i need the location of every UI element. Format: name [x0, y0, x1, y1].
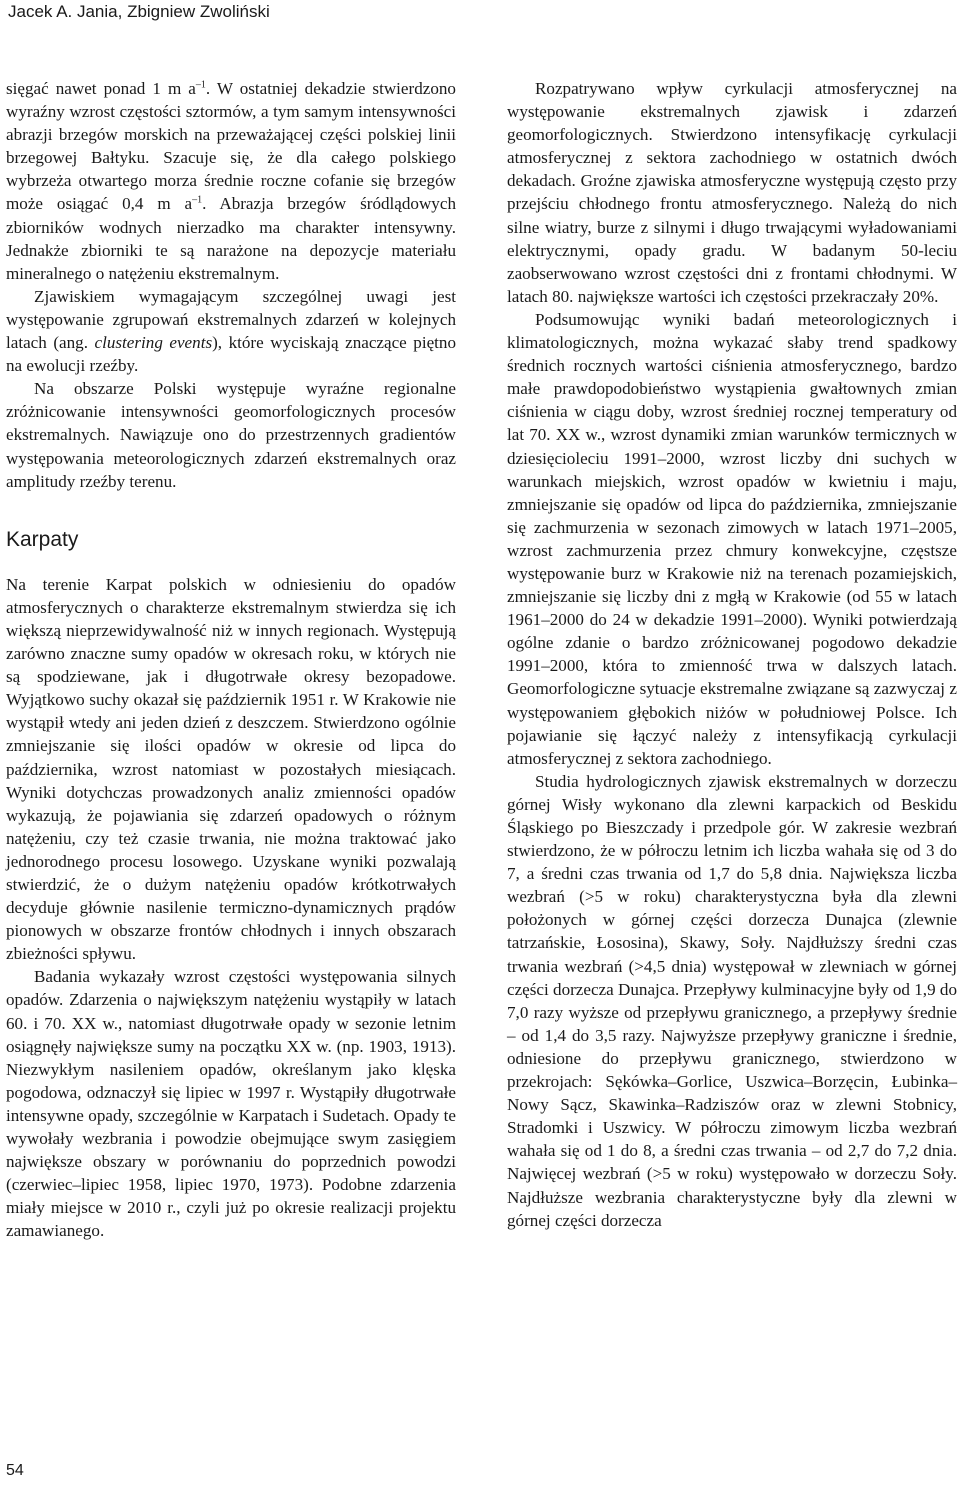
right-column: [507, 77, 957, 1232]
paragraph: Na obszarze Polski występuje wyraźne regionalne zróżnicowanie intensywności geomorfologicznych procesów ekstremalnych. Nawiązuje ono do przestrzennych gradientów występowania meteorologicznych zdarzeń ekstremalnych oraz amplitudy rzeźby terenu.: [6, 379, 456, 491]
paragraph: Na terenie Karpat polskich w odniesieniu do opadów atmosferycznych o charakterze ekstremalnym stwierdza się ich większą nieprzewidywalność niż w innych regionach. Występują zarówno znaczne sumy opadów w okresach roku, w których nie są spodziewane, jak i długotrwałe okresy bezopadowe. Wyjątkowo suchy okazał się październik 1951 r. W Krakowie nie wystąpił wtedy ani jeden dzień z deszczem. Stwierdzono ogólnie zmniejszanie się ilości opadów w okresie od lipca do października, wzrost natomiast w pozostałych miesiącach. Wyniki dotychczas prowadzonych analiz zmienności opadów wykazują, że pojawiania się zdarzeń opadowych o różnym natężeniu, czy też czasie trwania, nie można traktować jako jednorodnego procesu losowego. Uzyskane wyniki pozwalają stwierdzić, że o dużym natężeniu opadów krótkotrwałych decyduje głównie nasilenie termiczno-dynamicznych prądów pionowych w obszarze frontów chłodnych i innych obszarach zbieżności spływu.: [6, 574, 456, 964]
paragraph: Zjawiskiem wymagającym szczególnej uwagi jest występowanie zgrupowań ekstremalnych zdarzeń w kolejnych latach (ang. clustering events), które wyciskają znaczące piętno na ewolucji rzeźby.: [6, 286, 457, 376]
paragraph: Podsumowując wyniki badań meteorologicznych i klimatologicznych, można wykazać słaby trend spadkowy średnich rocznych wartości ciśnienia atmosferycznego, bardzo małe prawdopodobieństwo wystąpienia gwałtownych zmian ciśnienia w ciągu doby, wzrost średniej rocznej temperatury od lat 70. XX w., wzrost dynamiki zmian warunków termicznych w dziesięcioleciu 1991–2000, wzrost liczby dni suchych w warunkach miejskich, wzrost opadów w kwietniu i maju, zmniejszanie się opadów od lipca do października, zmniejszanie się zachmurzenia w sezonach zimowych w latach 1971–2005, wzrost zachmurzenia przez chmury konwekcyjne, częstsze występowanie burz w Krakowie niż na terenach pozamiejskich, zmniejszanie się liczby dni z mgłą w Krakowie (od 55 w latach 1961–2000 do 24 w dekadzie 1991–2000). Wyniki potwierdzają ogólne zdanie o bardzo zróżnicowanej pogodowo dekadzie 1991–2000, która to zmienność trwa w dalszych latach. Geomorfologiczne sytuacje ekstremalne związane są zazwyczaj z występowaniem głębokich niżów w południowej Polsce. Ich pojawianie się łączyć należy z intensyfikacją cyrkulacji atmosferycznej z sektora zachodniego.: [507, 309, 957, 768]
paragraph: Badania wykazały wzrost częstości występowania silnych opadów. Zdarzenia o największym natężeniu wystąpiły w latach 60. i 70. XX w., natomiast długotrwałe opady w sezonie letnim osiągnęły największe sumy na początku XX w. (np. 1903, 1913). Niezwykłym nasileniem opadów, określanym jako klęska pogodowa, odznaczył się lipiec w 1997 r. Wystąpiły długotrwałe intensywne opady, szczególnie w Karpatach i Sudetach. Opady te wywołały wezbrania i powodzie obejmujące swym zasięgiem największe obszary w porównaniu do poprzednich powodzi (czerwiec–lipiec 1958, lipiec 1970, 1973). Podobne zdarzenia miały miejsce w 2010 r., czyli już po okresie realizacji projektu zamawianego.: [6, 967, 456, 1241]
paragraph: Rozpatrywano wpływ cyrkulacji atmosferycznej na występowanie ekstremalnych zjawisk i zdarzeń geomorfologicznych. Stwierdzono intensyfikację cyrkulacji atmosferycznej z sektora zachodniego w ostatnich dwóch dekadach. Groźne zjawiska atmosferyczne występują często przy przejściu chłodnego frontu atmosferycznego. Należą do nich silne wiatry, burze z silnymi i długo trwającymi wyładowaniami elektrycznymi, opady gradu. W badanym 50-leciu zaobserwowano wzrost częstości dni z frontami chłodnymi. W latach 80. największe wartości ich częstości przekraczały 20%.: [507, 79, 957, 306]
paragraph: sięgać nawet ponad 1 m $a^{-1}$. W ostatniej dekadzie stwierdzono wyraźny wzrost częstości sztormów, a tym samym intensywności abrazji brzegów morskich na przeważającej części polskiej linii brzegowej Bałtyku. Szacuje się, że dla całego polskiego wybrzeża otwartego morza średnie roczne cofanie się brzegów może osiągać 0,4 m $a^{-1}$. Abrazja brzegów śródlądowych zbiorników wodnych nierzadko ma charakter intensywny. Jednakże zbiorniki te są narażone na depozycje materiału mineralnego o natężeniu ekstremalnym.: [6, 79, 456, 283]
left-column: [6, 77, 456, 1243]
section-title: Karpaty: [6, 527, 79, 551]
running-header-authors: Jacek A. Jania, Zbigniew Zwoliński: [8, 2, 270, 21]
page-number: 54: [6, 1462, 24, 1479]
paragraph: Studia hydrologicznych zjawisk ekstremalnych w dorzeczu górnej Wisły wykonano dla zlewni karpackich od Beskidu Śląskiego po Bieszczady i przedpole gór. W zakresie wezbrań stwierdzono, że w półroczu letnim ich liczba wahała się od 3 do 7, a średni czas trwania od 1,7 do 5,8 dnia. Największa liczba wezbrań (>5 w roku) charakterystyczna była dla zlewni położonych w górnej części dorzecza Dunajca (zlewnie tatrzańskie, Łososina), Skawy, Soły. Najdłuższy średni czas trwania wezbrań (>4,5 dnia) występował w zlewniach w górnej części dorzecza Dunajca. Przepływy kulminacyjne były od 1,9 do 7,0 razy wyższe od przepływu granicznego, a przepływy średnie – od 1,4 do 3,5 razy. Najwyższe przepływy graniczne i średnie, odniesione do przepływu granicznego, stwierdzono w przekrojach: Sękówka–Gorlice, Uszwica–Borzęcin, Łubinka–Nowy Sącz, Skawinka–Radziszów oraz w zlewni Stobnicy, Stradomki i Uszwicy. W półroczu zimowym liczba wezbrań wahała się od 1 do 8, a średni czas trwania – od 2,7 do 7,2 dnia. Najwięcej wezbrań (>5 w roku) występowało w dorzeczu Soły. Najdłuższe wezbrania charakterystyczne były dla zlewni w górnej części dorzecza: [507, 771, 957, 1230]
